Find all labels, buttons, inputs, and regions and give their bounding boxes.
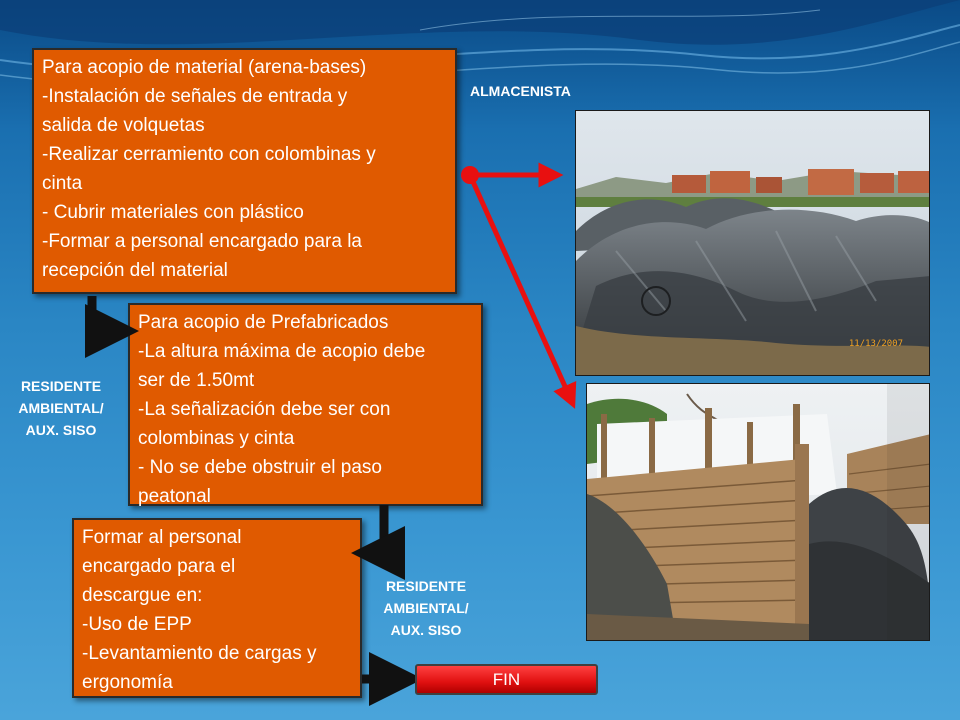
step-2-line: -La altura máxima de acopio debe: [138, 341, 426, 362]
photo-date-stamp: 11/13/2007: [848, 339, 903, 349]
photo-gravel-wooden-fence: [586, 383, 930, 641]
step-box-material-storage: [32, 48, 457, 294]
role-text: AUX. SISO: [25, 422, 97, 438]
step-3-line: encargado para el: [82, 556, 236, 577]
role-text: AUX. SISO: [390, 622, 462, 638]
step-1-line: - Cubrir materiales con plástico: [42, 202, 304, 223]
covered-piles-illustration: [576, 111, 930, 376]
step-2-line: colombinas y cinta: [138, 428, 295, 449]
step-box-prefabricated-storage: [128, 303, 483, 506]
flow-arrow-step2-to-step3: [378, 505, 384, 553]
photo-covered-material-piles: [575, 110, 930, 376]
role-text: ALMACENISTA: [470, 83, 571, 99]
step-2-line: ser de 1.50mt: [138, 370, 255, 391]
step-1-line: cinta: [42, 173, 83, 194]
step-box-unloading-training: [72, 518, 362, 698]
step-1-line: Para acopio de material (arena-bases): [42, 57, 367, 78]
step-1-line: -Formar a personal encargado para la: [42, 231, 363, 252]
step-3-line: Formar al personal: [82, 527, 242, 548]
red-connector-dot: [461, 166, 479, 184]
step-3-line: descargue en:: [82, 585, 203, 606]
step-1-line: salida de volquetas: [42, 115, 205, 136]
fin-label: FIN: [492, 670, 521, 689]
step-2-line: peatonal: [138, 486, 211, 507]
role-label-residente-2: [362, 575, 490, 641]
gravel-fence-illustration: [587, 384, 930, 641]
role-text: RESIDENTE: [385, 578, 467, 594]
step-3-line: ergonomía: [82, 672, 173, 693]
step-3-line: -Uso de EPP: [82, 614, 192, 635]
role-text: AMBIENTAL/: [18, 400, 104, 416]
step-2-line: Para acopio de Prefabricados: [138, 312, 389, 333]
flow-arrow-step1-to-step2: [92, 296, 112, 331]
role-text: AMBIENTAL/: [383, 600, 469, 616]
step-2-line: -La señalización debe ser con: [138, 399, 391, 420]
fin-button[interactable]: [415, 664, 598, 695]
role-text: RESIDENTE: [20, 378, 102, 394]
role-label-almacenista: [470, 80, 571, 102]
step-1-line: -Instalación de señales de entrada y: [42, 86, 348, 107]
step-1-line: -Realizar cerramiento con colombinas y: [42, 144, 376, 165]
step-3-line: -Levantamiento de cargas y: [82, 643, 317, 664]
step-2-line: - No se debe obstruir el paso: [138, 457, 382, 478]
red-arrow-to-photo-2: [470, 175, 572, 402]
role-label-residente-1: [0, 375, 122, 441]
step-1-line: recepción del material: [42, 260, 228, 281]
